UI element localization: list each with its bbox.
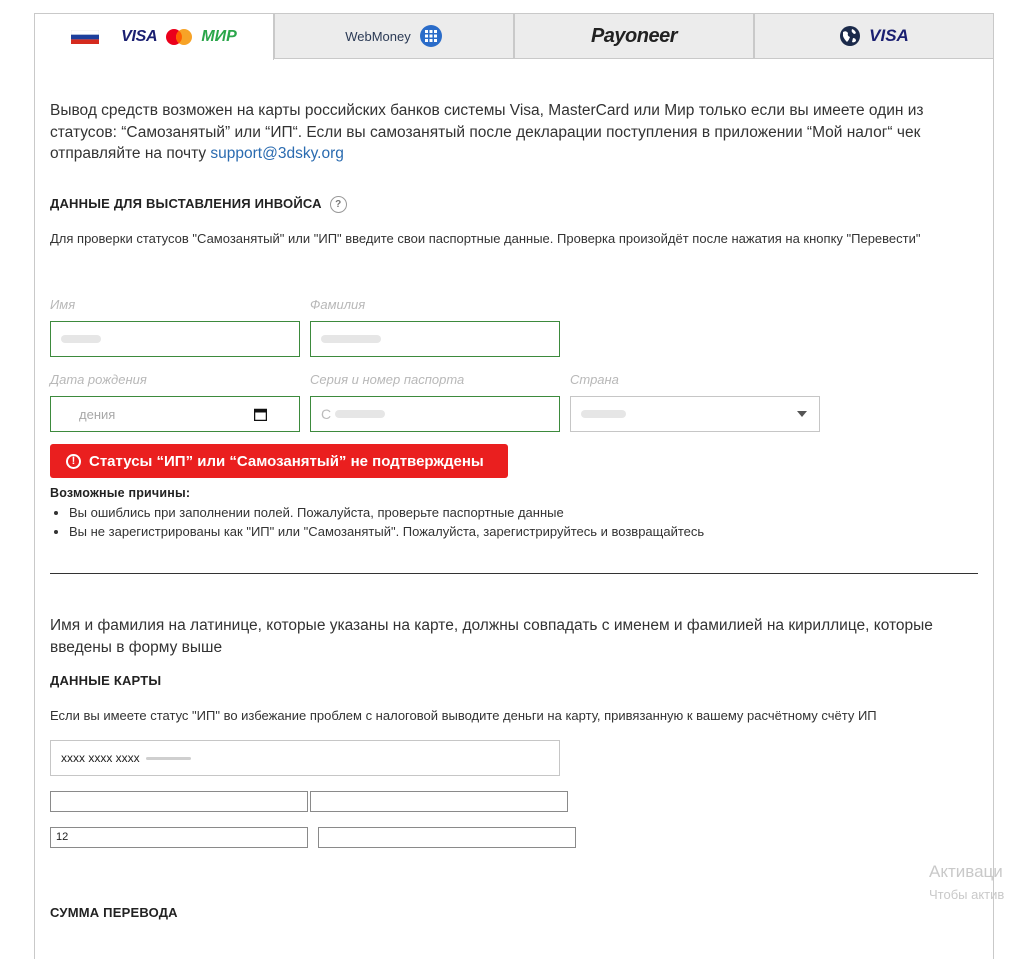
tab-russia-cards[interactable] [34,13,274,60]
mir-logo: МИР [201,28,237,45]
last-name-label: Фамилия [310,297,366,312]
visa-logo: VISA [121,28,158,45]
card-cvv-input[interactable] [318,827,576,848]
country-label: Страна [570,372,619,387]
card-number-value: xxxx xxxx xxxx [61,751,140,765]
birthdate-placeholder: дения [79,406,116,422]
alert-icon: ! [66,454,81,469]
help-icon[interactable]: ? [330,196,347,213]
reasons-title: Возможные причины: [50,486,191,500]
card-name-note: Имя и фамилия на латинице, которые указаны на карте, должны совпадать с именем и фамилией на кириллице, которые введены в форму выше [50,617,933,656]
error-reasons [50,486,950,541]
webmoney-label: WebMoney [345,28,411,44]
intro-text: Вывод средств возможен на карты российских банков системы Visa, MasterCard или Мир только если вы имеете один из статусов: “Самозанятый” или “ИП“. Если вы самозанятый после декларации поступления в приложении “Мой налог“ чек отправляйте на почту [50,102,924,162]
status-error-banner [50,444,508,478]
country-select[interactable] [570,396,820,432]
tab-visa-international[interactable] [754,13,994,59]
reasons-list [50,503,950,541]
tab-payoneer[interactable] [514,13,754,59]
invoice-section-title [50,196,347,213]
payoneer-logo: Payoneer [590,24,678,47]
expiry-value: 12 [56,831,69,843]
cardholder-last-name-input[interactable] [310,791,568,812]
globe-icon [839,25,861,47]
activation-watermark-subtitle: Чтобы актив [929,887,1005,902]
webmoney-globe-icon [419,24,443,48]
list-item: • Вы не зарегистрированы как "ИП" или "Самозанятый". Пожалуйста, зарегистрируйтесь и возвращайтесь [69,522,950,541]
card-section-title: ДАННЫЕ КАРТЫ [50,673,162,688]
card-description: Если вы имеете статус "ИП" во избежание проблем с налоговой выводите деньги на карту, привязанную к вашему расчётному счёту ИП [50,708,877,723]
passport-input[interactable] [310,396,560,432]
calendar-icon[interactable] [254,408,267,421]
invoice-title-text: ДАННЫЕ ДЛЯ ВЫСТАВЛЕНИЯ ИНВОЙСА [50,196,322,211]
activation-watermark-title: Активаци [929,862,1003,881]
visa-logo: VISA [869,26,909,45]
error-message: Статусы “ИП” или “Самозанятый” не подтверждены [89,452,484,470]
first-name-input[interactable] [50,321,300,357]
section-divider [50,573,978,574]
mastercard-icon [165,28,193,46]
cardholder-first-name-input[interactable] [50,791,308,812]
first-name-label: Имя [50,297,76,312]
russia-flag-icon [71,30,99,44]
payment-method-tabs [34,13,994,59]
passport-label: Серия и номер паспорта [310,372,465,387]
card-number-input[interactable] [50,740,560,776]
transfer-section-title: СУММА ПЕРЕВОДА [50,905,178,920]
card-expiry-input[interactable] [50,827,308,848]
chevron-down-icon [797,411,807,417]
birthdate-label: Дата рождения [50,372,147,387]
last-name-input[interactable] [310,321,560,357]
tab-webmoney[interactable] [274,13,514,59]
invoice-description: Для проверки статусов "Самозанятый" или "ИП" введите свои паспортные данные. Проверка произойдёт после нажатия на кнопку "Перевести" [50,231,921,246]
list-item: • Вы ошиблись при заполнении полей. Пожалуйста, проверьте паспортные данные [69,503,950,522]
passport-value: С [321,406,332,422]
birthdate-input[interactable] [50,396,300,432]
support-email-link[interactable]: support@3dsky.org [210,145,344,162]
intro-paragraph [50,100,980,165]
